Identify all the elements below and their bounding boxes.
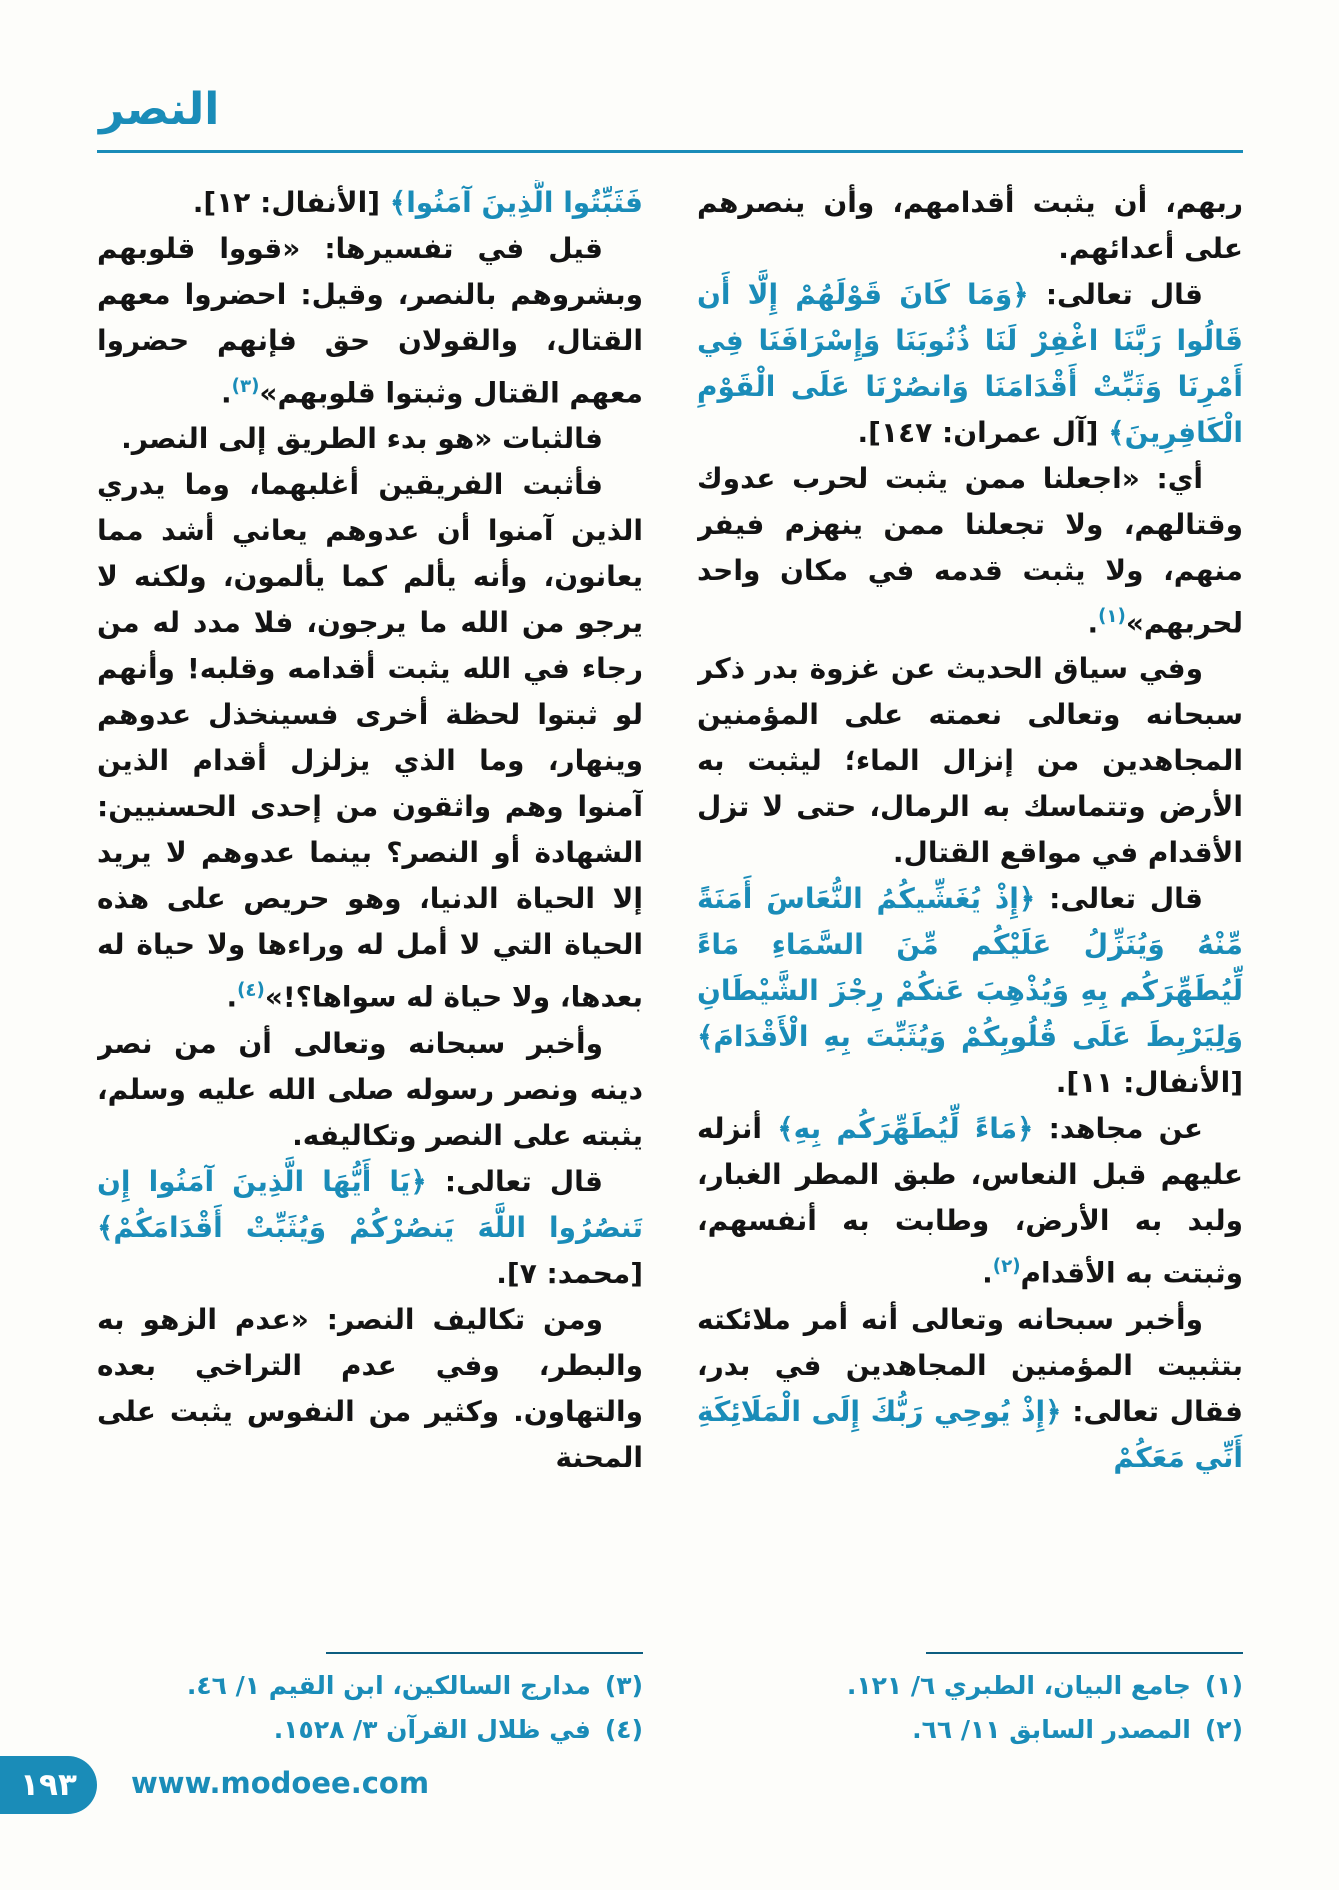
body-text: قال تعالى: (1035, 882, 1203, 916)
body-text: قال تعالى: (426, 1164, 603, 1198)
quran-verse: ﴿إِذْ يُغَشِّيكُمُ النُّعَاسَ أَمَنَةً مِّنْهُ وَيُنَزِّلُ عَلَيْكُم مِّنَ السَّمَاءِ مَاءً لِّيُطَهِّرَكُم بِهِ وَيُذْهِبَ عَنكُمْ رِجْزَ الشَّيْطَانِ وَلِيَرْبِطَ عَلَى قُلُوبِكُمْ وَيُثَبِّتَ بِهِ الْأَقْدَامَ﴾ (697, 882, 1243, 1054)
body-text: عن مجاهد: (1033, 1112, 1204, 1146)
text-columns (97, 180, 1243, 1642)
body-text: قيل في تفسيرها: «قووا قلوبهم وبشروهم بالنصر، وقيل: احضروا معهم القتال، والقولان حق فإنهم حضروا معهم القتال وثبتوا قلوبهم» (97, 232, 643, 410)
paragraph (697, 1106, 1243, 1296)
footnote-item (697, 1664, 1243, 1708)
paragraph (697, 272, 1243, 456)
footnote-marker: (٣) (231, 376, 260, 397)
body-text: وفي سياق الحديث عن غزوة بدر ذكر سبحانه وتعالى نعمته على المؤمنين المجاهدين من إنزال الماء؛ ليثبت به الأرض وتتماسك به الرمال، حتى لا تزل الأقدام في مواقع القتال. (697, 652, 1243, 870)
page-number-tab (0, 1756, 97, 1814)
column-left (97, 180, 643, 1642)
footnote-number: (٢) (1204, 1715, 1243, 1744)
footnote-marker: (٢) (992, 1256, 1021, 1278)
chapter-title: النصر (99, 84, 220, 135)
footnote-column-right (697, 1652, 1243, 1752)
verse-reference: [آل عمران: ١٤٧]. (857, 416, 1109, 449)
verse-reference: [الأنفال: ١٢]. (192, 186, 390, 219)
quran-verse: ﴿مَاءً لِّيُطَهِّرَكُم بِهِ﴾ (777, 1112, 1034, 1146)
body-text: وأخبر سبحانه وتعالى أن من نصر دينه ونصر رسوله صلى الله عليه وسلم، يثبته على النصر وتكاليفه. (97, 1026, 643, 1152)
body-text: فأثبت الفريقين أغلبهما، وما يدري الذين آمنوا أن عدوهم يعاني أشد مما يعانون، وأنه يألم كما يألمون، ولكنه لا يرجو من الله ما يرجون، فلا مدد له من رجاء في الله يثبت أقدامه وقلبه! وأنهم لو ثبتوا لحظة أخرى فسينخذل عدوهم وينهار، وما الذي يزلزل أقدام الذين آمنوا وهم واثقون من إحدى الحسنيين: الشهادة أو النصر؟ بينما عدوهم لا يريد إلا الحياة الدنيا، وهو حريص على هذه الحياة التي لا أمل له وراءها ولا حياة له بعدها، ولا حياة له سواها؟!» (97, 468, 643, 1014)
paragraph (97, 1159, 643, 1297)
paragraph (97, 180, 643, 226)
footnote-separator (326, 1652, 643, 1654)
footnote-column-left (97, 1652, 643, 1752)
footnote-marker: (١) (1098, 606, 1126, 627)
footnotes (97, 1652, 1243, 1752)
body-text: . (221, 376, 232, 410)
footnote-text: مدارج السالكين، ابن القيم ١/ ٤٦. (186, 1671, 591, 1700)
footnote-text: المصدر السابق ١١/ ٦٦. (912, 1715, 1191, 1744)
quran-verse: ﴿وَمَا كَانَ قَوْلَهُمْ إِلَّا أَن قَالُوا رَبَّنَا اغْفِرْ لَنَا ذُنُوبَنَا وَإِسْرَافَنَا فِي أَمْرِنَا وَثَبِّتْ أَقْدَامَنَا وَانصُرْنَا عَلَى الْقَوْمِ الْكَافِرِينَ﴾ (697, 278, 1243, 449)
header-rule (97, 150, 1243, 153)
body-text: قال تعالى: (1028, 278, 1203, 311)
footnote-separator (926, 1652, 1243, 1654)
quran-verse: ﴿إِذْ يُوحِي رَبُّكَ إِلَى الْمَلَائِكَةِ أَنِّي مَعَكُمْ (697, 1394, 1243, 1474)
body-text: ومن تكاليف النصر: «عدم الزهو به والبطر، وفي عدم التراخي بعده والتهاون. وكثير من النفوس يثبت على المحنة (97, 1302, 643, 1474)
footnote-number: (٤) (604, 1715, 643, 1744)
paragraph (697, 1297, 1243, 1481)
quran-verse: ﴿يَا أَيُّهَا الَّذِينَ آمَنُوا إِن تَنصُرُوا اللَّهَ يَنصُرْكُمْ وَيُثَبِّتْ أَقْدَامَكُمْ﴾ (97, 1164, 643, 1244)
paragraph (697, 646, 1243, 876)
footnote-text: جامع البيان، الطبري ٦/ ١٢١. (846, 1671, 1191, 1700)
paragraph (97, 226, 643, 416)
paragraph (697, 456, 1243, 646)
body-text: . (982, 1256, 993, 1290)
verse-reference: [محمد: ٧]. (496, 1256, 643, 1290)
footnote-text: في ظلال القرآن ٣/ ١٥٢٨. (273, 1715, 591, 1744)
quran-verse: فَثَبِّتُوا الَّذِينَ آمَنُوا﴾ (389, 186, 643, 219)
paragraph (97, 462, 643, 1020)
footnote-marker: (٤) (237, 980, 265, 1002)
body-text: . (1087, 606, 1099, 640)
body-text: فالثبات «هو بدء الطريق إلى النصر. (121, 422, 603, 456)
body-text: . (226, 980, 238, 1014)
footnote-number: (٣) (604, 1671, 643, 1700)
footnote-item (97, 1708, 643, 1752)
body-text: وأخبر سبحانه وتعالى أنه أمر ملائكته بتثبيت المؤمنين المجاهدين في بدر، فقال تعالى: (697, 1302, 1243, 1428)
body-text: أي: «اجعلنا ممن يثبت لحرب عدوك وقتالهم، ولا تجعلنا ممن ينهزم فيفر منهم، ولا يثبت قدمه في مكان واحد لحربهم» (697, 462, 1243, 640)
body-text: ربهم، أن يثبت أقدامهم، وأن ينصرهم على أعدائهم. (697, 186, 1243, 265)
footnote-item (697, 1708, 1243, 1752)
paragraph (697, 876, 1243, 1106)
paragraph (97, 1021, 643, 1159)
footnote-item (97, 1664, 643, 1708)
paragraph (697, 180, 1243, 272)
verse-reference: [الأنفال: ١١]. (1055, 1066, 1243, 1100)
column-right (697, 180, 1243, 1642)
paragraph (97, 416, 643, 462)
website-link[interactable]: www.modoee.com (131, 1766, 430, 1800)
paragraph (97, 1297, 643, 1481)
page-number: ١٩٣ (20, 1767, 77, 1803)
body-text: أنزله عليهم قبل النعاس، طبق المطر الغبار، ولبد به الأرض، وطابت به أنفسهم، وثبتت به الأقدام (697, 1112, 1243, 1290)
footnote-number: (١) (1204, 1671, 1243, 1700)
